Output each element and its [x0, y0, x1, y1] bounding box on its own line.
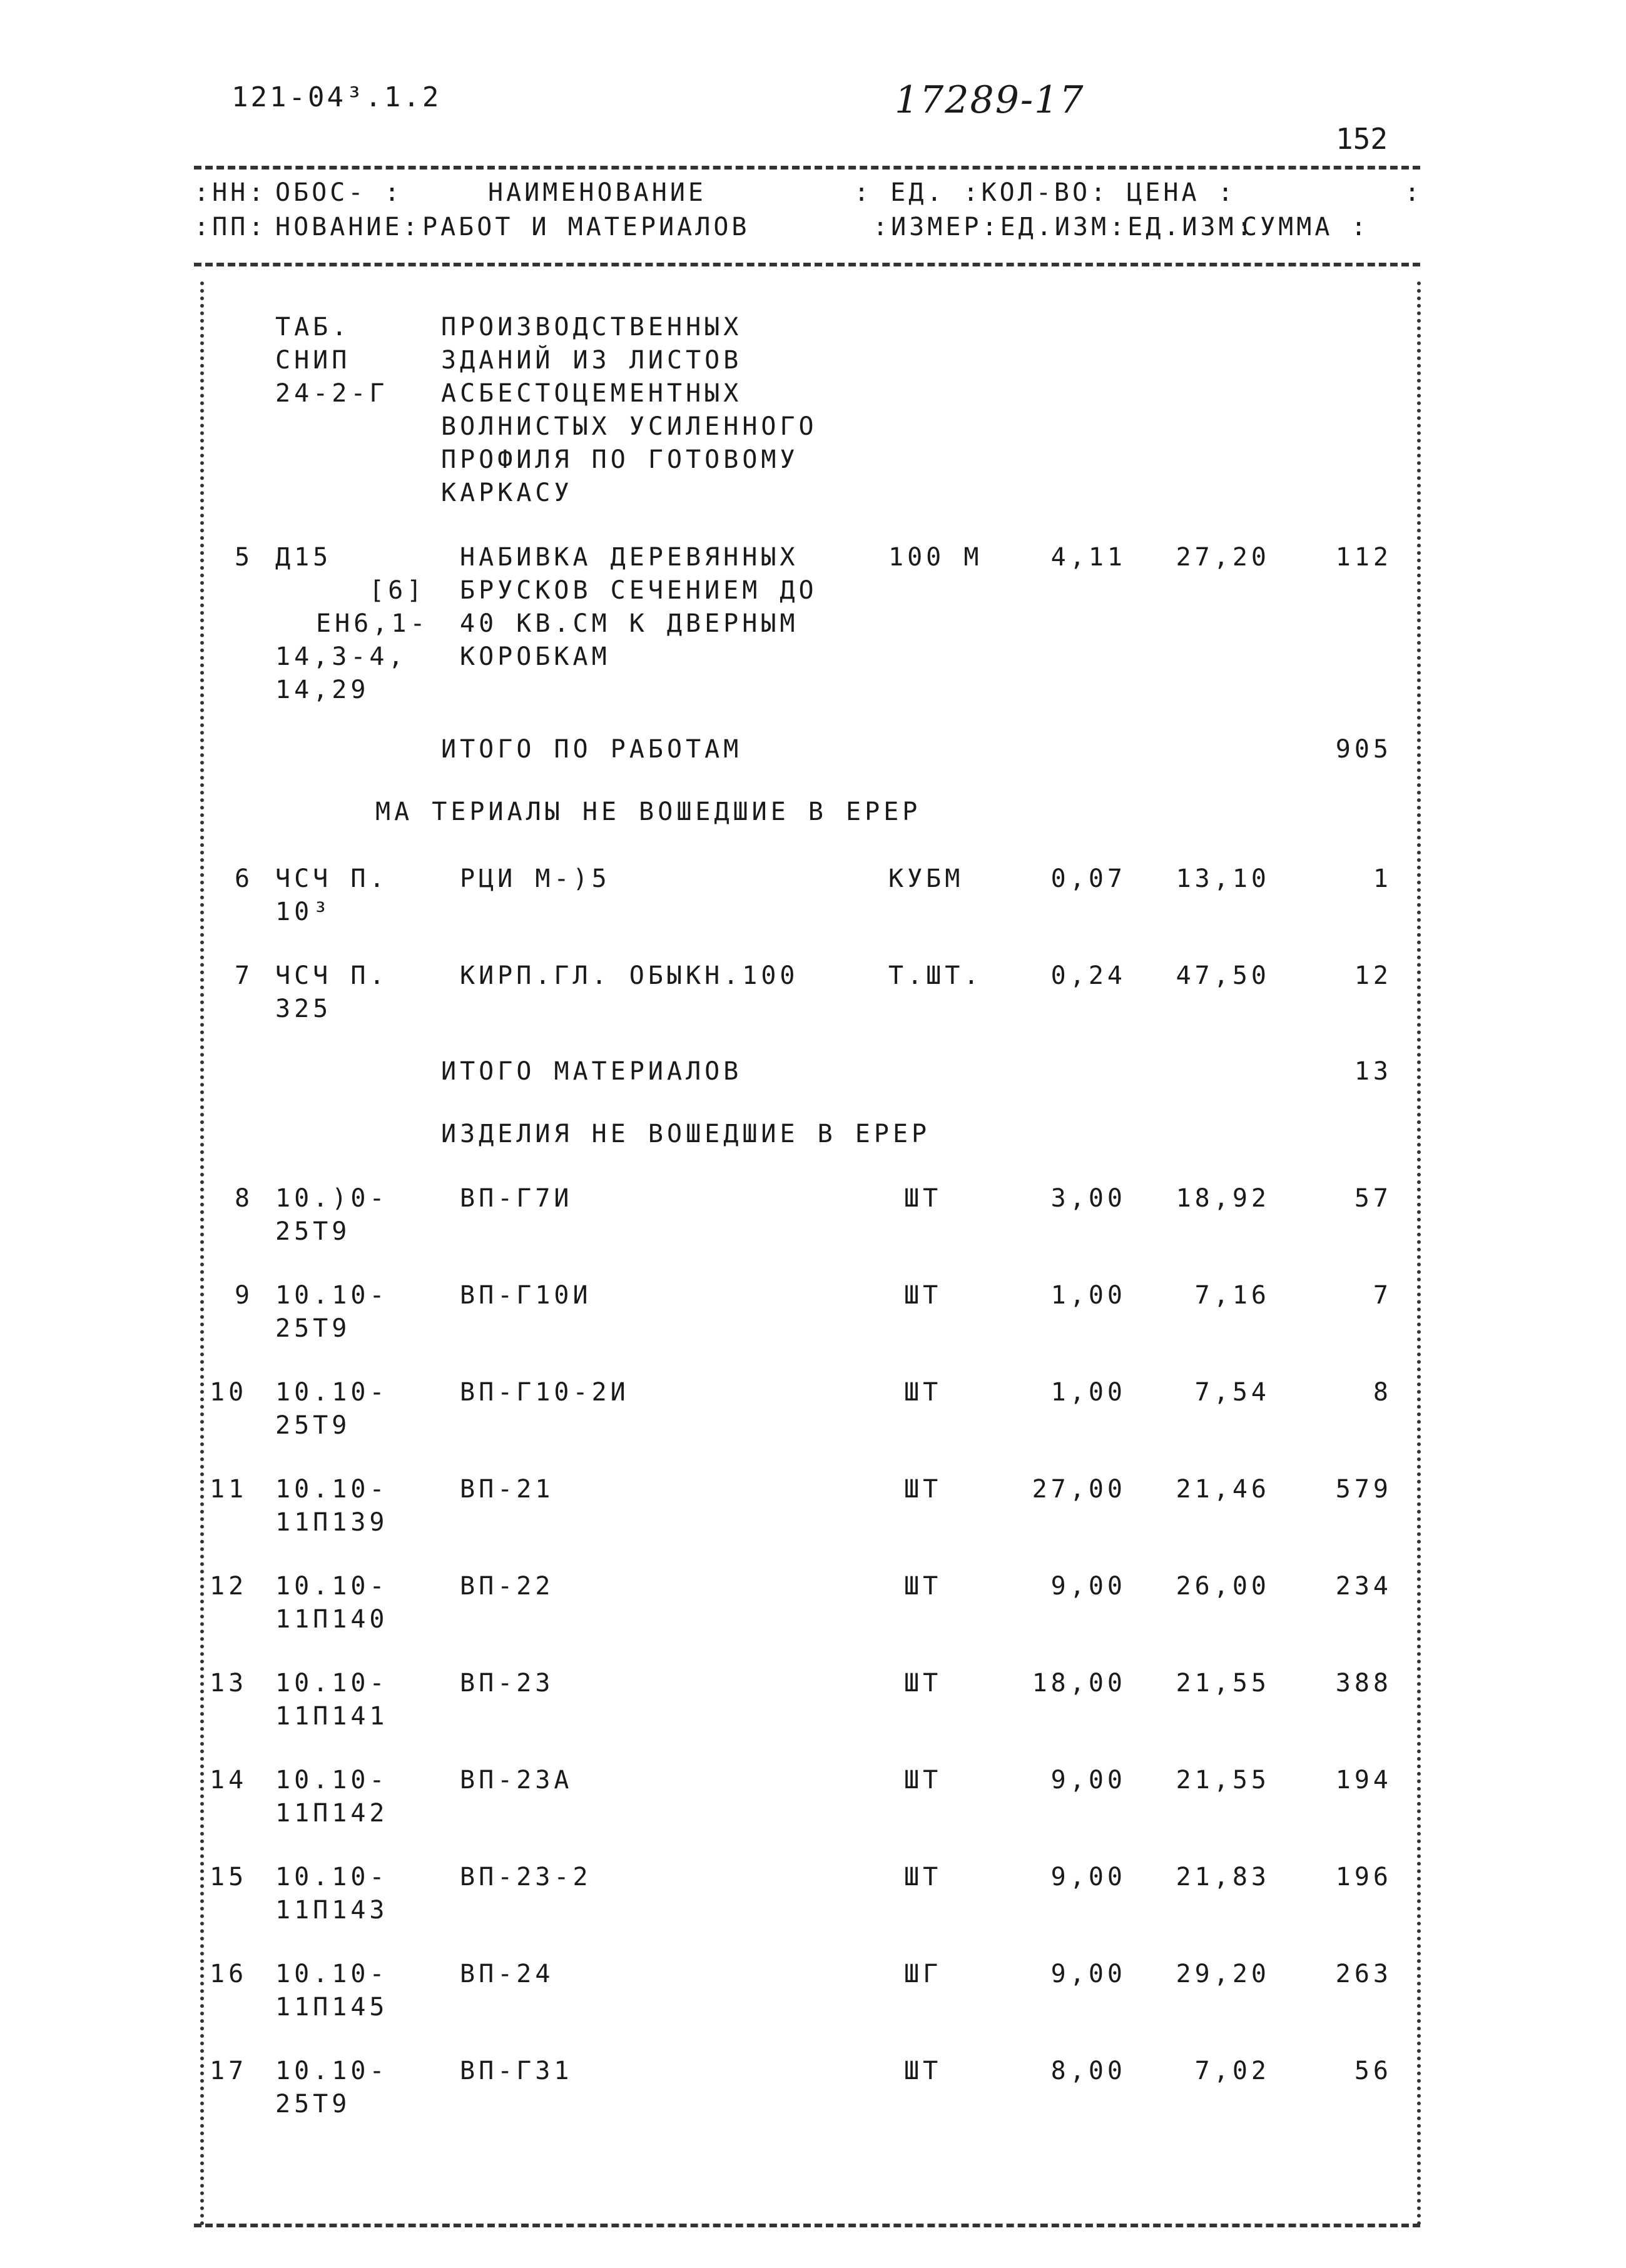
row-price: 7,02: [1194, 2057, 1270, 2085]
row-unit: ШТ: [904, 1863, 942, 1891]
row-sum: 194: [1335, 1766, 1392, 1795]
total-materials-sum: 13: [1354, 1057, 1392, 1086]
row-quantity: 8,00: [1050, 2057, 1126, 2085]
row-price: 47,50: [1176, 961, 1270, 990]
left-border: [200, 281, 204, 2227]
row-sum: 263: [1335, 1960, 1392, 1988]
row-basis-line: 10.10-: [275, 2057, 389, 2085]
row-name-line: ВП-Г7И: [460, 1184, 573, 1213]
row-basis-line: 325: [275, 995, 332, 1023]
row-unit: ШГ: [904, 1960, 942, 1988]
row-quantity: 27,00: [1032, 1475, 1126, 1504]
intro-name-line: АСБЕСТОЦЕМЕНТНЫХ: [441, 379, 743, 408]
row-sum: 57: [1354, 1184, 1392, 1213]
col-name-label: НАИМЕНОВАНИЕ: [488, 178, 706, 207]
row-sum: 196: [1335, 1863, 1392, 1891]
row-basis-line: Д15: [275, 543, 332, 572]
row-quantity: 1,00: [1050, 1281, 1126, 1310]
row-name-line: ВП-23А: [460, 1766, 573, 1795]
row-basis-line: 11П141: [275, 1702, 389, 1731]
right-border: [1417, 281, 1421, 2227]
col-nn-label: :НН:: [194, 178, 267, 207]
col-measure-label: :ИЗМЕР:ЕД.ИЗМ:ЕД.ИЗМ:: [873, 213, 1255, 241]
row-name-line: ВП-23: [460, 1669, 554, 1698]
row-unit: Т.ШТ.: [888, 961, 983, 990]
row-basis-line: 25Т9: [275, 1314, 351, 1343]
row-sum: 1: [1373, 864, 1392, 893]
intro-name-line: ЗДАНИЙ ИЗ ЛИСТОВ: [441, 346, 743, 375]
intro-basis-line: ТАБ.: [275, 313, 351, 342]
row-quantity: 18,00: [1032, 1669, 1126, 1698]
row-number: 11: [210, 1475, 248, 1504]
row-unit: КУБМ: [888, 864, 964, 893]
row-unit: ШТ: [904, 1184, 942, 1213]
row-name-line: ВП-24: [460, 1960, 554, 1988]
row-number: 8: [235, 1184, 254, 1213]
row-basis-line: 25Т9: [275, 1217, 351, 1246]
row-basis-line: 11П145: [275, 1993, 389, 2022]
row-basis-line: 10.10-: [275, 1475, 389, 1504]
row-quantity: 9,00: [1050, 1572, 1126, 1601]
row-unit: ШТ: [904, 1669, 942, 1698]
row-price: 21,55: [1176, 1766, 1270, 1795]
row-sum: 579: [1335, 1475, 1392, 1504]
row-number: 10: [210, 1378, 248, 1407]
row-number: 16: [210, 1960, 248, 1988]
row-basis-line: ЕН6,1-: [316, 609, 429, 638]
row-basis-line: 10.10-: [275, 1960, 389, 1988]
row-unit: ШТ: [904, 1766, 942, 1795]
row-basis-line: 11П139: [275, 1508, 389, 1537]
col-sum-label: СУММА :: [1242, 213, 1369, 241]
row-basis-line: 25Т9: [275, 1411, 351, 1440]
row-price: 18,92: [1176, 1184, 1270, 1213]
row-basis-line: 25Т9: [275, 2090, 351, 2119]
row-number: 14: [210, 1766, 248, 1795]
row-unit: ШТ: [904, 1572, 942, 1601]
row-price: 21,83: [1176, 1863, 1270, 1891]
row-basis-line: 10.10-: [275, 1378, 389, 1407]
row-name-line: КОРОБКАМ: [460, 642, 611, 671]
col-pp-label: :ПП:: [194, 213, 267, 241]
row-basis-line: 10³: [275, 898, 332, 926]
row-basis-line: 11П142: [275, 1799, 389, 1828]
document-code: 121-04³.1.2: [231, 81, 442, 113]
row-name-line: ВП-Г10-2И: [460, 1378, 629, 1407]
row-sum: 234: [1335, 1572, 1392, 1601]
row-quantity: 9,00: [1050, 1960, 1126, 1988]
row-sum: 56: [1354, 2057, 1392, 2085]
row-name-line: ВП-21: [460, 1475, 554, 1504]
col-name2-label: РАБОТ И МАТЕРИАЛОВ: [422, 213, 750, 241]
row-quantity: 9,00: [1050, 1766, 1126, 1795]
row-basis-line: 10.10-: [275, 1766, 389, 1795]
row-price: 21,55: [1176, 1669, 1270, 1698]
row-unit: 100 М: [888, 543, 983, 572]
row-number: 17: [210, 2057, 248, 2085]
col-end-label: :: [1405, 178, 1423, 207]
materials-heading: МА ТЕРИАЛЫ НЕ ВОШЕДШИЕ В ЕРЕР: [375, 797, 922, 826]
row-basis-line: 10.10-: [275, 1669, 389, 1698]
row-price: 7,16: [1194, 1281, 1270, 1310]
row-number: 12: [210, 1572, 248, 1601]
row-name-line: 40 КВ.СМ К ДВЕРНЫМ: [460, 609, 799, 638]
total-works-sum: 905: [1335, 735, 1392, 764]
total-works-label: ИТОГО ПО РАБОТАМ: [441, 735, 743, 764]
row-basis-line: 10.10-: [275, 1281, 389, 1310]
col-basis-label: ОБОС- :: [275, 178, 403, 207]
row-number: 15: [210, 1863, 248, 1891]
row-number: 7: [235, 961, 254, 990]
row-number: 13: [210, 1669, 248, 1698]
row-sum: 12: [1354, 961, 1392, 990]
total-materials-label: ИТОГО МАТЕРИАЛОВ: [441, 1057, 743, 1086]
row-quantity: 0,24: [1050, 961, 1126, 990]
row-name-line: БРУСКОВ СЕЧЕНИЕМ ДО: [460, 576, 818, 605]
row-name-line: НАБИВКА ДЕРЕВЯННЫХ: [460, 543, 799, 572]
row-price: 29,20: [1176, 1960, 1270, 1988]
row-quantity: 1,00: [1050, 1378, 1126, 1407]
row-name-line: КИРП.ГЛ. ОБЫКН.100: [460, 961, 799, 990]
row-number: 5: [235, 543, 254, 572]
row-price: 26,00: [1176, 1572, 1270, 1601]
row-unit: ШТ: [904, 2057, 942, 2085]
row-basis-line: 10.10-: [275, 1863, 389, 1891]
row-name-line: ВП-Г10И: [460, 1281, 592, 1310]
row-sum: 8: [1373, 1378, 1392, 1407]
row-basis-line: 10.10-: [275, 1572, 389, 1601]
products-heading: ИЗДЕЛИЯ НЕ ВОШЕДШИЕ В ЕРЕР: [441, 1120, 931, 1148]
row-quantity: 9,00: [1050, 1863, 1126, 1891]
row-basis-line: 11П143: [275, 1896, 389, 1925]
intro-basis-line: СНИП: [275, 346, 351, 375]
row-price: 21,46: [1176, 1475, 1270, 1504]
intro-basis-line: 24-2-Г: [275, 379, 389, 408]
row-price: 13,10: [1176, 864, 1270, 893]
row-price: 7,54: [1194, 1378, 1270, 1407]
col-basis2-label: НОВАНИЕ:: [275, 213, 421, 241]
header-top-rule: [194, 166, 1420, 170]
intro-name-line: ПРОИЗВОДСТВЕННЫХ: [441, 313, 743, 342]
header-bottom-rule: [194, 263, 1420, 266]
intro-name-line: ВОЛНИСТЫХ УСИЛЕННОГО: [441, 412, 818, 441]
row-basis-line: 10.)0-: [275, 1184, 389, 1213]
row-quantity: 4,11: [1050, 543, 1126, 572]
row-name-line: ВП-23-2: [460, 1863, 592, 1891]
row-basis-line: 14,29: [275, 676, 370, 704]
intro-name-line: ПРОФИЛЯ ПО ГОТОВОМУ: [441, 445, 799, 474]
row-price: 27,20: [1176, 543, 1270, 572]
row-unit: ШТ: [904, 1281, 942, 1310]
row-quantity: 3,00: [1050, 1184, 1126, 1213]
row-basis-line: ЧСЧ П.: [275, 961, 389, 990]
col-unit-label: : ЕД. :КОЛ-ВО: ЦЕНА :: [854, 178, 1236, 207]
row-basis-line: 14,3-4,: [275, 642, 407, 671]
row-number: 6: [235, 864, 254, 893]
row-basis-line: ЧСЧ П.: [275, 864, 389, 893]
row-sum: 112: [1335, 543, 1392, 572]
row-sum: 7: [1373, 1281, 1392, 1310]
row-quantity: 0,07: [1050, 864, 1126, 893]
footer-rule: [194, 2224, 1420, 2227]
row-name-line: РЦИ М-)5: [460, 864, 611, 893]
row-name-line: ВП-22: [460, 1572, 554, 1601]
row-unit: ШТ: [904, 1378, 942, 1407]
document-number: 17289-17: [895, 78, 1085, 122]
row-number: 9: [235, 1281, 254, 1310]
row-unit: ШТ: [904, 1475, 942, 1504]
row-name-line: ВП-Г31: [460, 2057, 573, 2085]
intro-name-line: КАРКАСУ: [441, 478, 573, 507]
row-sum: 388: [1335, 1669, 1392, 1698]
row-basis-line: 11П140: [275, 1605, 389, 1634]
row-basis-line: [6]: [369, 576, 426, 605]
page-number: 152: [1336, 122, 1388, 156]
